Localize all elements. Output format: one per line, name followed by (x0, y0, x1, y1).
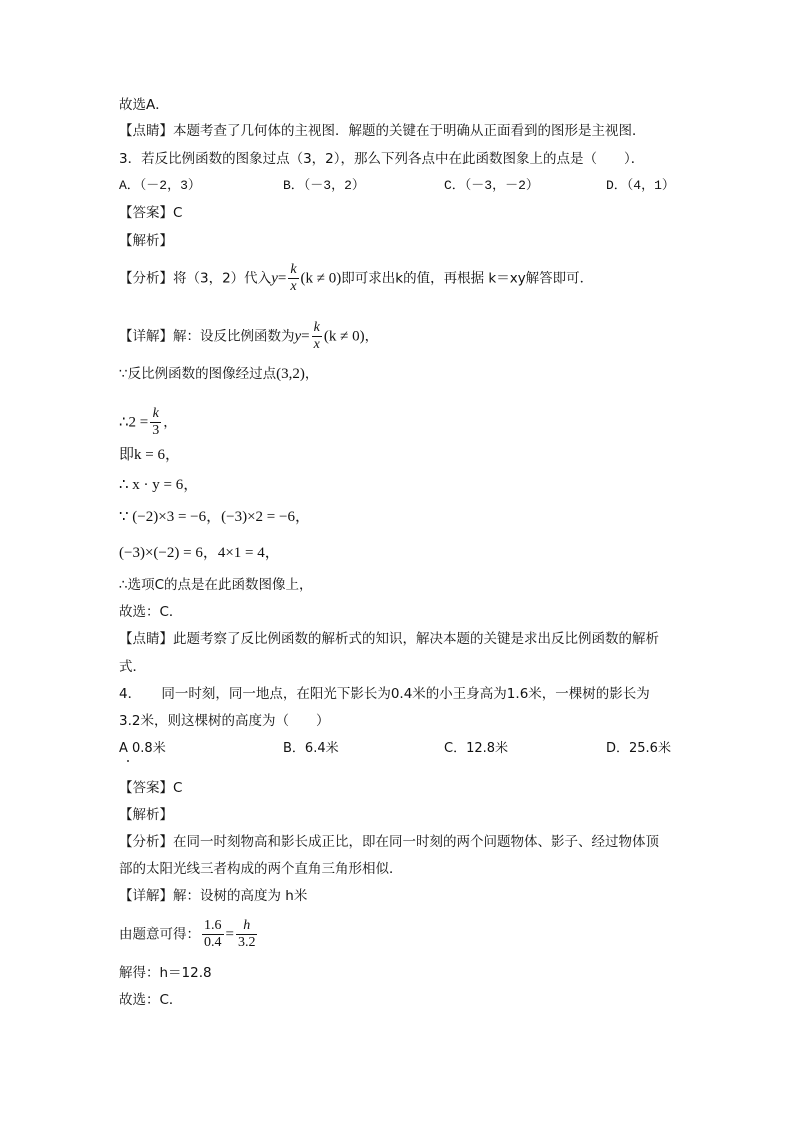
q4-stem-1: 4． 同一时刻，同一地点，在阳光下影长为0.4米的小王身高为1.6米，一棵树的影长为 (119, 686, 650, 702)
q3-option-d: D．（4，1） (606, 178, 675, 193)
q4-fenxi-2: 部的太阳光线三者构成的两个直角三角形相似． (119, 861, 403, 877)
q4-option-b: B．6.4米 (283, 741, 339, 756)
q3-detail: 【详解】解：设反比例函数为y= $\frac{k}{x}$ (k ≠ 0)， (119, 320, 379, 352)
q3-option-a: A．（－2，3） (119, 178, 201, 193)
q3-tip1: 【点睛】此题考察了反比例函数的解析式的知识，解决本题的关键是求出反比例函数的解析 (119, 631, 659, 647)
q3-analysis-head: 【解析】 (119, 233, 173, 249)
tip-line: 【点睛】本题考查了几何体的主视图．解题的关键在于明确从正面看到的图形是主视图． (119, 123, 646, 139)
q3-step2: ∴2 = $\frac{k}{3}$ ， (119, 406, 177, 438)
q4-stem-2: 3.2米，则这棵树的高度为（ ） (119, 713, 330, 729)
stray-dot (127, 760, 129, 762)
q3-step3: 即k = 6， (119, 447, 180, 463)
q4-solve: 解得：h＝12.8 (119, 965, 212, 981)
q4-option-c: C．12.8米 (444, 741, 509, 756)
q4-option-a: A 0.8米 (119, 741, 166, 756)
q3-stem: 3．若反比例函数的图象过点（3，2），那么下列各点中在此函数图象上的点是（ ）． (119, 151, 645, 167)
q3-step6: (−3)×(−2) = 6，4×1 = 4， (119, 545, 280, 561)
q3-step8: 故选：C． (119, 604, 183, 620)
q3-step1: ∵反比例函数的图像经过点(3,2)， (119, 366, 319, 382)
q3-fenxi: 【分析】将（3，2）代入y= $\frac{k}{x}$ (k ≠ 0)即可求出k的值，再根据 k＝xy解答即可． (119, 262, 594, 294)
q3-option-c: C．（－3，－2） (444, 178, 539, 193)
conclusion-line: 故选A． (119, 97, 169, 113)
q3-step7: ∴选项C的点是在此函数图像上， (119, 577, 313, 593)
q3-step4: ∴ x · y = 6， (119, 477, 199, 493)
q3-step5: ∵ (−2)×3 = −6，(−3)×2 = −6， (119, 509, 310, 525)
q4-analysis-head: 【解析】 (119, 807, 173, 823)
q3-option-b: B．（－3，2） (283, 178, 365, 193)
q4-choose: 故选：C． (119, 992, 183, 1008)
q4-detail: 【详解】解：设树的高度为 h米 (119, 888, 308, 904)
q3-tip2: 式． (119, 659, 146, 675)
q4-equation: 由题意可得： $\frac{1.6}{0.4}$ = $\frac{h}{3.2}$ (119, 918, 256, 950)
q4-fenxi-1: 【分析】在同一时刻物高和影长成正比，即在同一时刻的两个问题物体、影子、经过物体顶 (119, 834, 659, 850)
q4-option-d: D．25.6米 (606, 741, 671, 756)
q4-answer: 【答案】C (119, 780, 183, 796)
q3-answer: 【答案】C (119, 205, 183, 221)
